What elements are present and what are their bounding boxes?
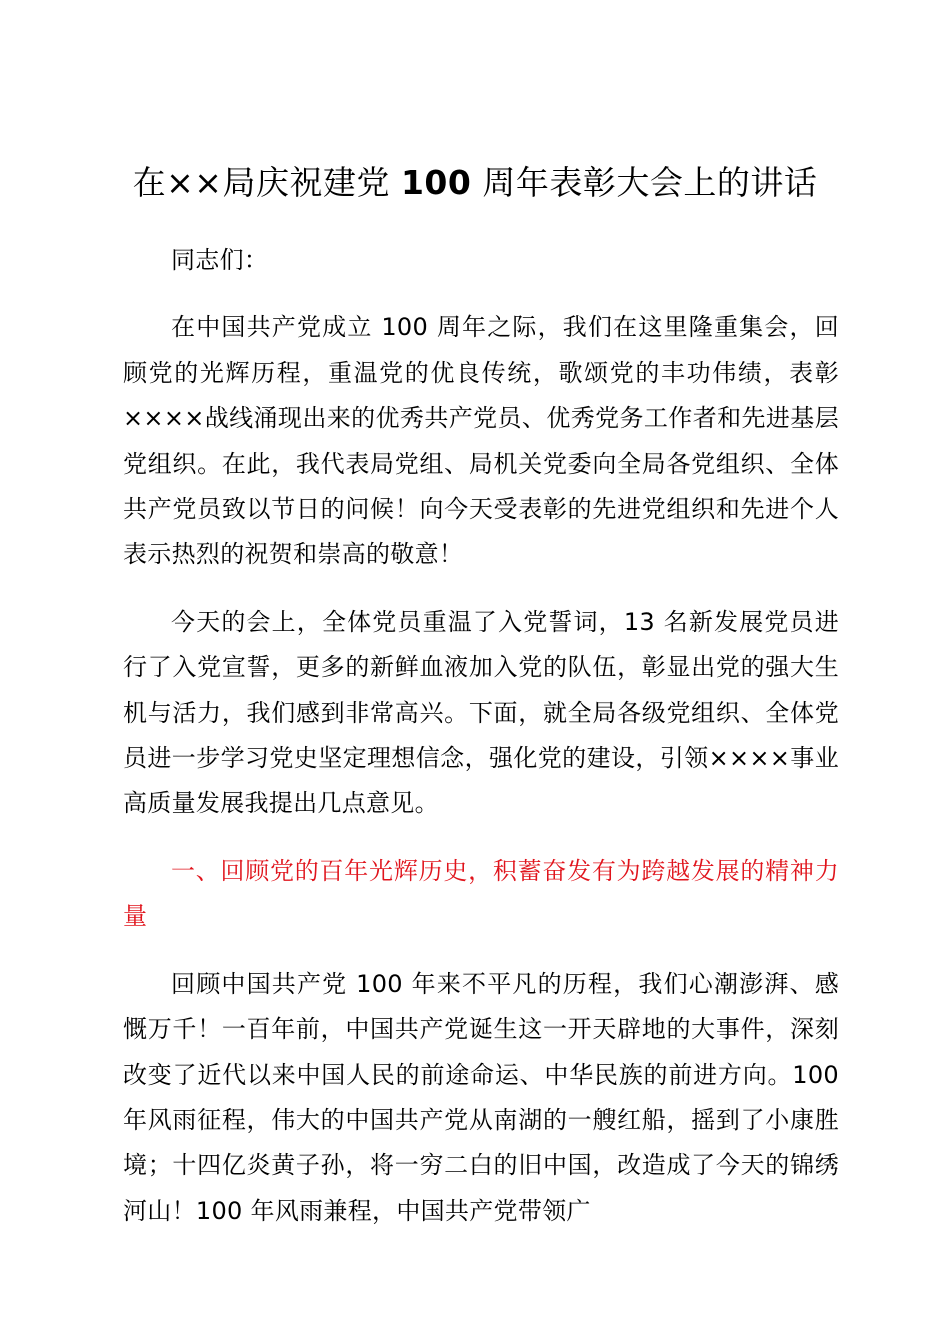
document-body [123, 238, 839, 1234]
document-title: 在××局庆祝建党 100 周年表彰大会上的讲话 [132, 163, 818, 202]
section-paragraph: 回顾中国共产党 100 年来不平凡的历程，我们心潮澎湃、感慨万千！一百年前，中国共产党诞生这一开天辟地的大事件，深刻改变了近代以来中国人民的前途命运、中华民族的前进方向。100 年风雨征程，伟大的中国共产党从南湖的一艘红船，摇到了小康胜境；十四亿炎黄子孙，将一穷二白的旧中国，改造成了今天的锦绣河山！100 年风雨兼程，中国共产党带领广 [123, 969, 839, 1225]
body-paragraph: 今天的会上，全体党员重温了入党誓词，13 名新发展党员进行了入党宣誓，更多的新鲜血液加入党的队伍，彰显出党的强大生机与活力，我们感到非常高兴。下面，就全局各级党组织、全体党员进一步学习党史坚定理想信念，强化党的建设，引领××××事业高质量发展我提出几点意见。 [123, 607, 839, 818]
title-number: 100 [400, 163, 472, 202]
section-heading: 一、回顾党的百年光辉历史，积蓄奋发有为跨越发展的精神力量 [123, 856, 839, 931]
body-paragraph: 在中国共产党成立 100 周年之际，我们在这里隆重集会，回顾党的光辉历程，重温党的优良传统，歌颂党的丰功伟绩，表彰××××战线涌现出来的优秀共产党员、优秀党务工作者和先进基层党组织。在此，我代表局党组、局机关党委向全局各党组织、全体共产党员致以节日的问候！向今天受表彰的先进党组织和先进个人表示热烈的祝贺和崇高的敬意！ [123, 313, 839, 569]
salutation: 同志们： [171, 246, 269, 274]
